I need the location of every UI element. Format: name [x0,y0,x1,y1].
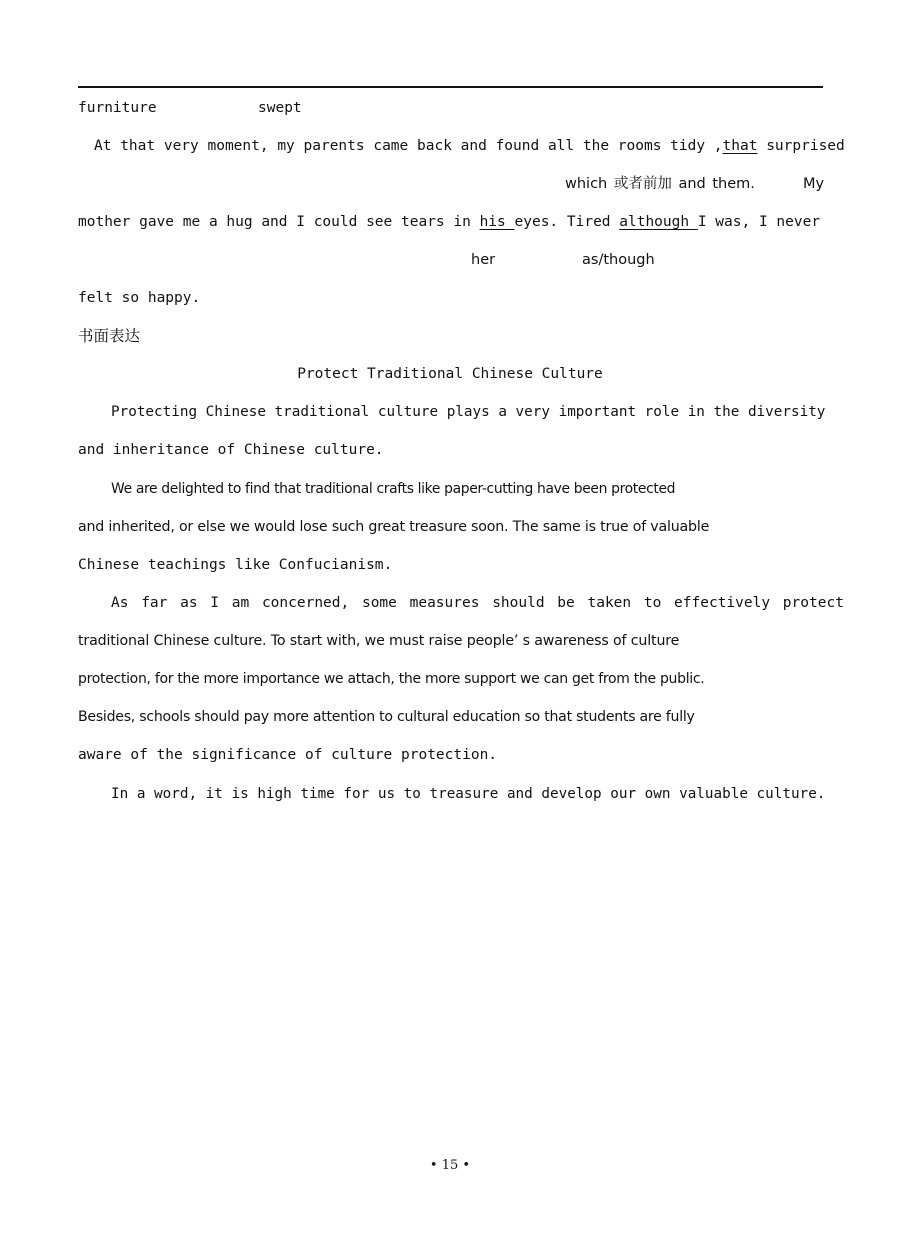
essay-p2-line1: We are delighted to find that traditional crafts like paper-cutting have been protected [111,481,676,497]
note-furniture: furniture [78,100,157,116]
page-number: • 15 • [429,1158,471,1173]
note-her: her [471,252,496,268]
essay-p2-line3: Chinese teachings like Confucianism. [78,557,393,573]
line2-c: I was, I never [697,214,821,230]
underlined-that: that [722,138,758,154]
essay-p3-line1: As far as I am concerned, some measures should be taken to effectively protect [111,595,844,611]
note-swept: swept [258,100,302,116]
line1-post: surprised [757,138,845,154]
essay-p1-line2: and inheritance of Chinese culture. [78,442,384,458]
essay-p2-line2: and inherited, or else we would lose such great treasure soon. The same is true of valuable [78,519,710,535]
essay-title: Protect Traditional Chinese Culture [297,366,603,382]
essay-p3-line3: protection, for the more importance we attach, the more support we can get from the public. [78,671,705,687]
section-heading: 书面表达 [78,327,141,345]
essay-p3-line5: aware of the significance of culture protection. [78,747,498,763]
essay-p3-line2: traditional Chinese culture. To start with, we must raise people’ s awareness of culture [78,633,680,649]
note-which: which 或者前加 and them. [565,176,755,192]
line1-pre: At that very moment, my parents came back and found all the rooms tidy , [94,138,723,154]
essay-p1-line1: Protecting Chinese traditional culture plays a very important role in the diversity [111,404,826,420]
note-my: My [803,176,825,192]
note-as-though: as/though [582,252,655,268]
correction-line-2 [78,212,820,232]
line2-b: eyes. Tired [514,214,620,230]
underlined-although: although [619,214,698,230]
header-rule [78,86,823,88]
line2-a: mother gave me a hug and I could see tears in [78,214,480,230]
correction-line-3: felt so happy. [78,290,201,306]
underlined-his: his [479,214,515,230]
essay-p4-line1: In a word, it is high time for us to treasure and develop our own valuable culture. [111,786,826,802]
correction-line-1 [94,136,845,156]
essay-p3-line4: Besides, schools should pay more attention to cultural education so that students are fully [78,709,695,725]
